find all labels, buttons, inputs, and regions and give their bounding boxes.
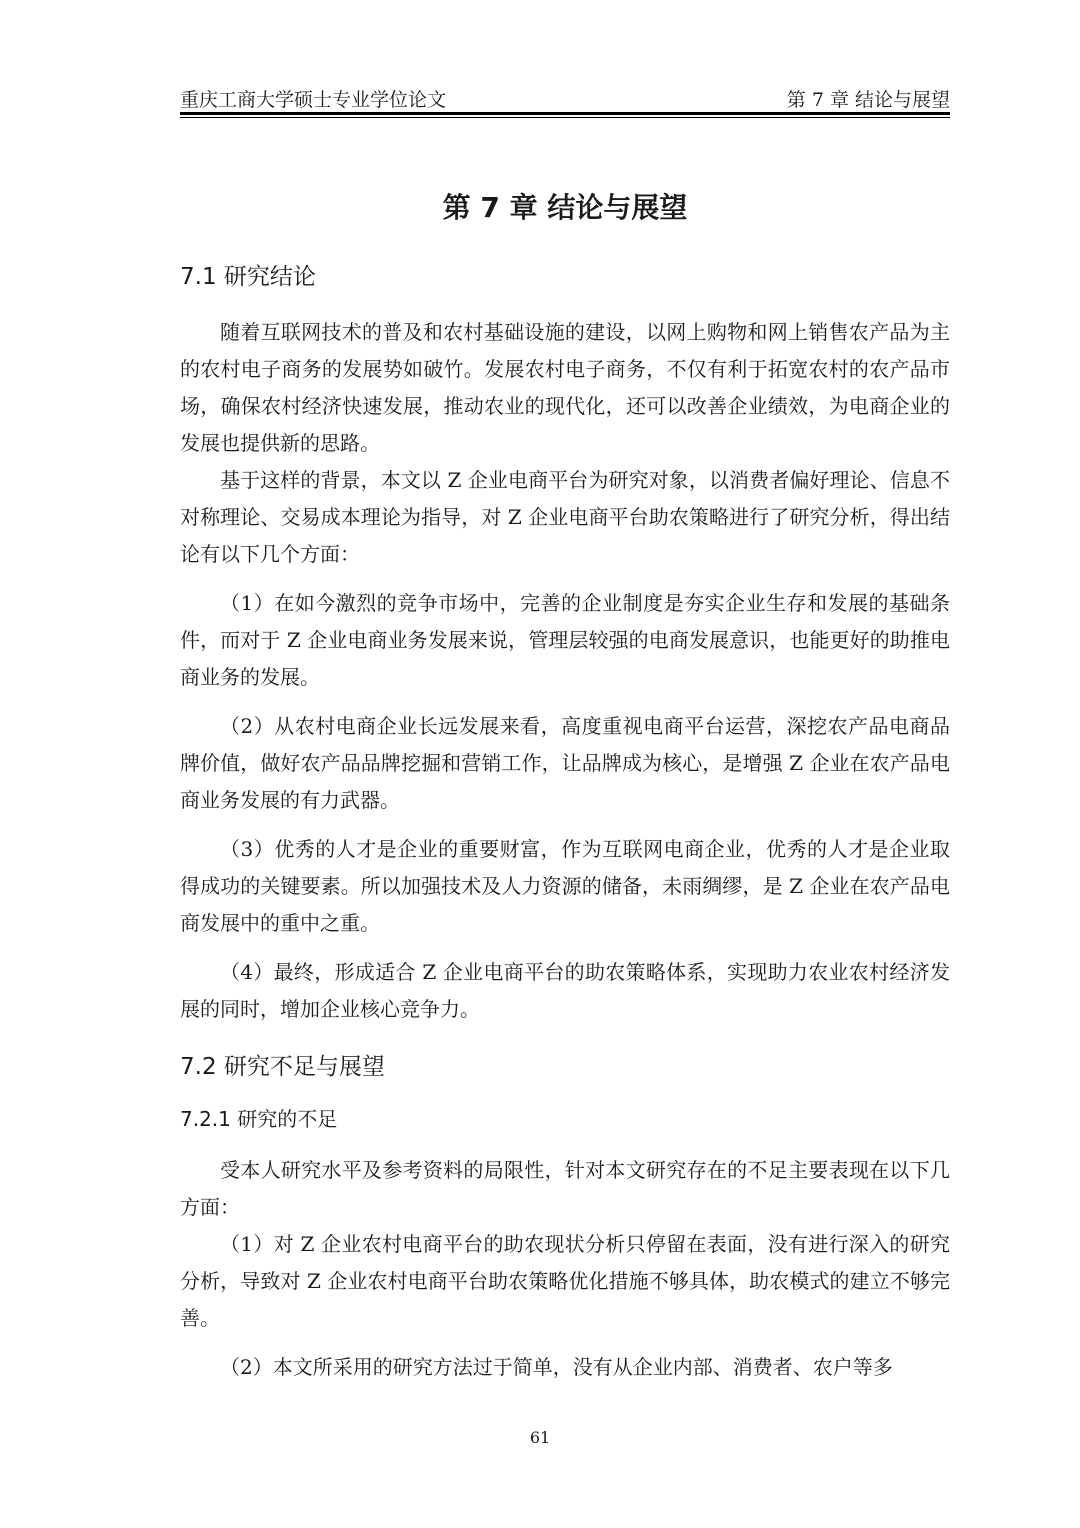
paragraph: 受本人研究水平及参考资料的局限性，针对本文研究存在的不足主要表现在以下几方面： — [180, 1158, 950, 1219]
paragraph: （2）本文所采用的研究方法过于简单，没有从企业内部、消费者、农户等多 — [220, 1355, 893, 1379]
paragraph: 随着互联网技术的普及和农村基础设施的建设，以网上购物和网上销售农产品为主的农村电子商务的发展势如破竹。发展农村电子商务，不仅有利于拓宽农村的农产品市场，确保农村经济快速发展，推动农业的现代化，还可以改善企业绩效，为电商企业的发展也提供新的思路。 — [180, 320, 950, 455]
paragraph: （3）优秀的人才是企业的重要财富，作为互联网电商企业，优秀的人才是企业取得成功的关键要素。所以加强技术及人力资源的储备，未雨绸缪，是 Z 企业在农产品电商发展中的重中之重。 — [180, 837, 950, 935]
paragraph: （1）对 Z 企业农村电商平台的助农现状分析只停留在表面，没有进行深入的研究分析，导致对 Z 企业农村电商平台助农策略优化措施不够具体，助农模式的建立不够完善。 — [180, 1232, 950, 1330]
header-chapter-title: 第 7 章 结论与展望 — [786, 89, 950, 111]
paragraph: （1）在如今激烈的竞争市场中，完善的企业制度是夯实企业生存和发展的基础条件，而对于 Z 企业电商业务发展来说，管理层较强的电商发展意识，也能更好的助推电商业务的发展。 — [180, 591, 950, 689]
page-number: 61 — [529, 1428, 551, 1447]
section-heading-7-2: 7.2 研究不足与展望 — [180, 1054, 385, 1080]
page-body — [180, 188, 950, 1386]
chapter-title: 第 7 章 结论与展望 — [442, 191, 688, 224]
paragraph: （2）从农村电商企业长远发展来看，高度重视电商平台运营，深挖农产品电商品牌价值，做好农产品品牌挖掘和营销工作，让品牌成为核心，是增强 Z 企业在农产品电商业务发展的有力武器。 — [180, 714, 950, 812]
header-rule-thin — [180, 117, 950, 118]
subsection-heading-7-2-1: 7.2.1 研究的不足 — [180, 1107, 338, 1131]
paragraph: （4）最终，形成适合 Z 企业电商平台的助农策略体系，实现助力农业农村经济发展的同时，增加企业核心竞争力。 — [180, 960, 950, 1021]
running-header — [180, 84, 950, 112]
header-rule-thick — [180, 112, 950, 115]
section-heading-7-1: 7.1 研究结论 — [180, 264, 316, 290]
header-thesis-title: 重庆工商大学硕士专业学位论文 — [180, 89, 447, 111]
paragraph: 基于这样的背景，本文以 Z 企业电商平台为研究对象，以消费者偏好理论、信息不对称理论、交易成本理论为指导，对 Z 企业电商平台助农策略进行了研究分析，得出结论有以下几个方面： — [180, 468, 950, 566]
